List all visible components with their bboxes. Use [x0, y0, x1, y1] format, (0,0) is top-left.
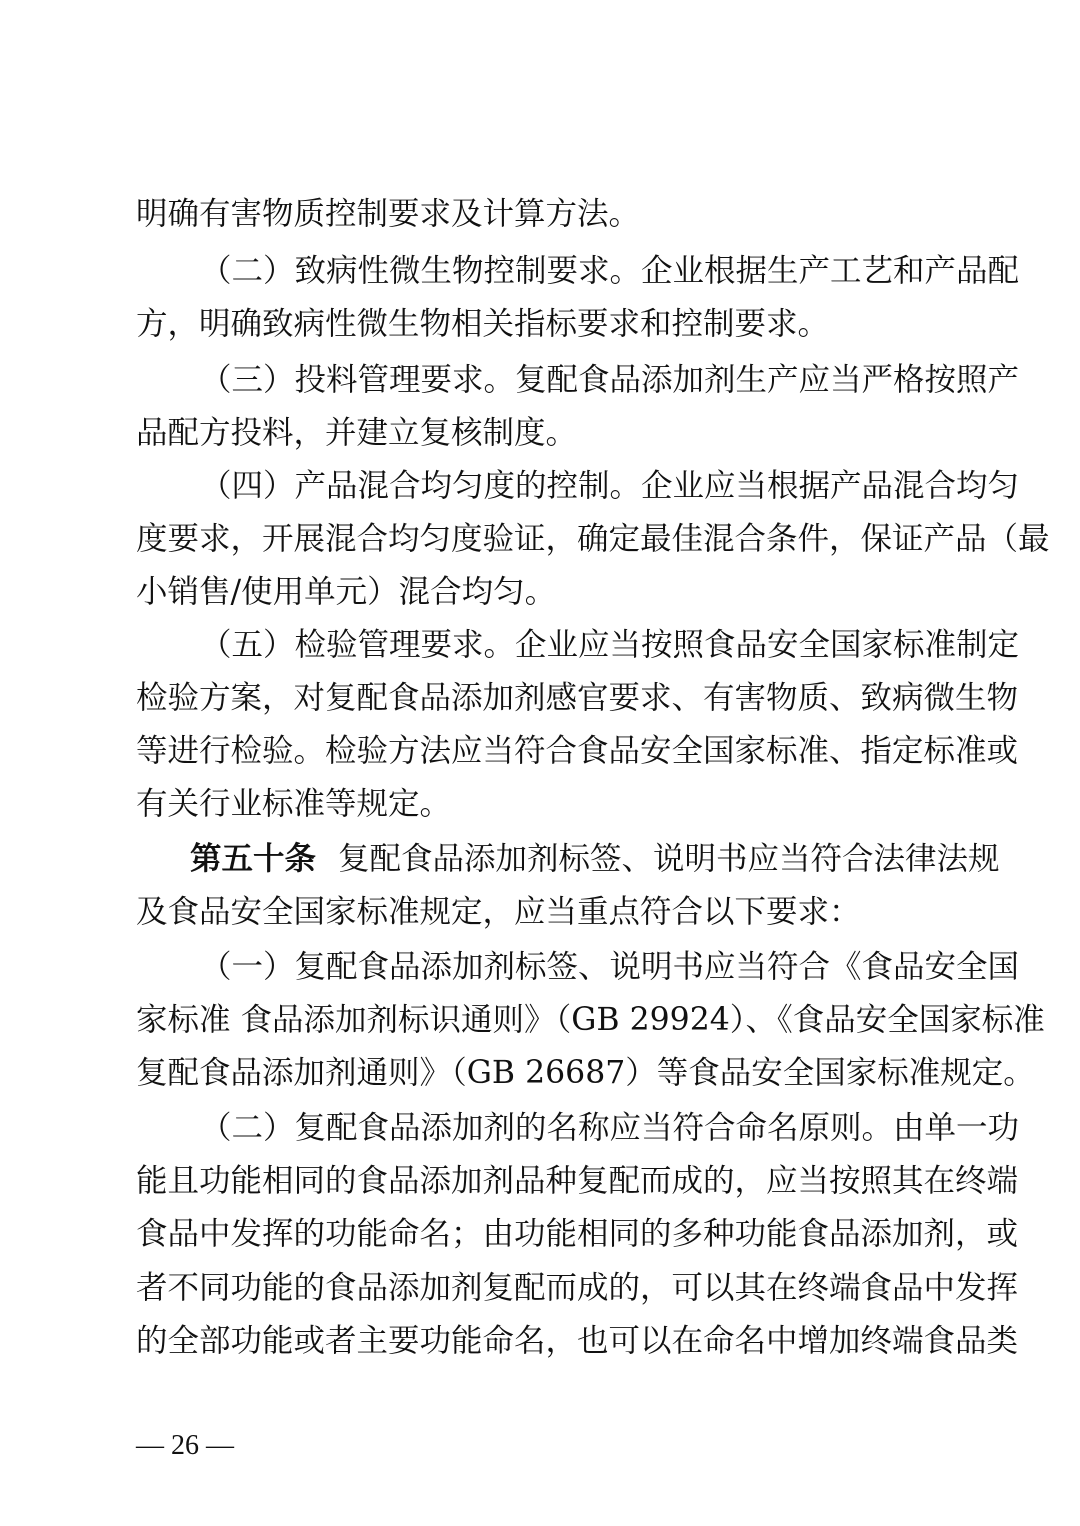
text-line-8: 小销售/使用单元）混合均匀。 [136, 574, 557, 610]
text-line-1: 明确有害物质控制要求及计算方法。 [136, 196, 641, 232]
text-line-18: （二）复配食品添加剂的名称应当符合命名原则。由单一功 [200, 1110, 1020, 1146]
text-line-6: （四）产品混合均匀度的控制。企业应当根据产品混合均匀 [200, 468, 1020, 504]
text-line-21: 者不同功能的食品添加剂复配而成的，可以其在终端食品中发挥 [136, 1270, 1019, 1306]
text-line-13: 复配食品添加剂标签、说明书应当符合法律法规 [338, 841, 1000, 877]
article-number: 第五十条 [190, 840, 317, 877]
text-line-7: 度要求，开展混合均匀度验证，确定最佳混合条件，保证产品（最 [136, 521, 1050, 557]
text-line-22: 的全部功能或者主要功能命名，也可以在命名中增加终端食品类 [136, 1323, 1019, 1359]
text-line-11: 等进行检验。检验方法应当符合食品安全国家标准、指定标准或 [136, 733, 1019, 769]
text-line-10: 检验方案，对复配食品添加剂感官要求、有害物质、致病微生物 [136, 680, 1019, 716]
text-line-15: （一）复配食品添加剂标签、说明书应当符合《食品安全国 [200, 949, 1020, 985]
text-line-14: 及食品安全国家标准规定，应当重点符合以下要求： [136, 894, 861, 930]
text-line-20: 食品中发挥的功能命名；由功能相同的多种功能食品添加剂，或 [136, 1216, 1019, 1252]
text-line-9: （五）检验管理要求。企业应当按照食品安全国家标准制定 [200, 627, 1020, 663]
text-line-17: 复配食品添加剂通则》（GB 26687）等食品安全国家标准规定。 [136, 1055, 1035, 1091]
text-line-2: （二）致病性微生物控制要求。企业根据生产工艺和产品配 [200, 253, 1020, 289]
text-line-12: 有关行业标准等规定。 [136, 786, 452, 822]
text-line-5: 品配方投料，并建立复核制度。 [136, 415, 578, 451]
page-number: — 26 — [136, 1430, 234, 1461]
text-line-19: 能且功能相同的食品添加剂品种复配而成的，应当按照其在终端 [136, 1163, 1019, 1199]
text-line-16: 家标准 食品添加剂标识通则》（GB 29924）、《食品安全国家标准 [136, 1002, 1045, 1038]
text-line-4: （三）投料管理要求。复配食品添加剂生产应当严格按照产 [200, 362, 1020, 398]
text-line-3: 方，明确致病性微生物相关指标要求和控制要求。 [136, 306, 830, 342]
